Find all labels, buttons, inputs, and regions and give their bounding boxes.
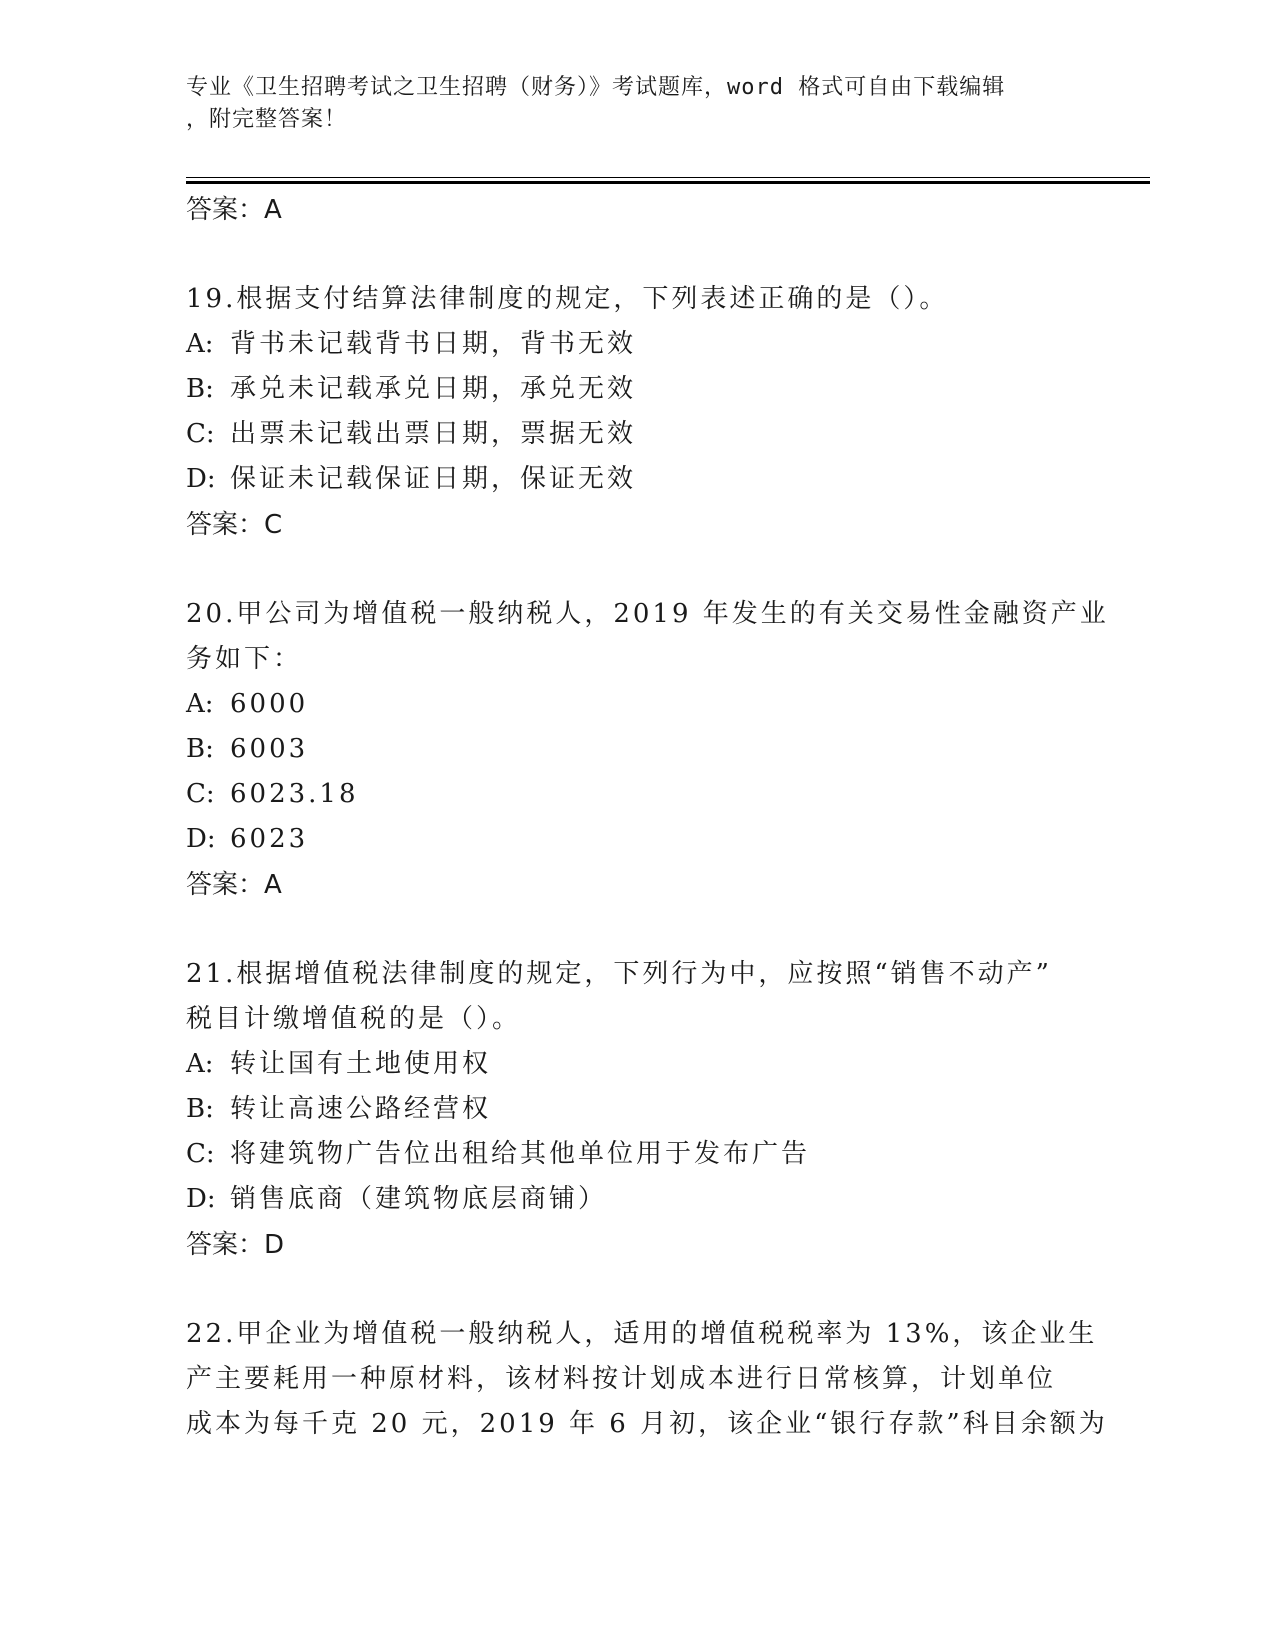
question-text: 务如下： — [186, 644, 303, 674]
option-label: D: — [186, 464, 216, 494]
question-block — [186, 277, 1086, 548]
header-line-2: ，附完整答案！ — [186, 107, 348, 132]
question-text: 20.甲公司为增值税一般纳税人，2019 年发生的有关交易性金融资产业 — [186, 599, 1109, 629]
option-label: C: — [186, 419, 215, 449]
document-header — [186, 72, 1086, 136]
option-label: B: — [186, 1094, 214, 1124]
option-label: A: — [186, 689, 214, 719]
question-text: 产主要耗用一种原材料，该材料按计划成本进行日常核算，计划单位 — [186, 1364, 1057, 1394]
option-label: D: — [186, 1184, 216, 1214]
header-rule-thick — [186, 181, 1150, 184]
option-c — [186, 1132, 1086, 1177]
option-text: 承兑未记载承兑日期，承兑无效 — [230, 374, 637, 404]
answer-line: 答案：A — [186, 870, 282, 900]
option-b — [186, 367, 1086, 412]
option-a — [186, 322, 1086, 367]
option-a — [186, 682, 1086, 727]
option-text: 转让国有土地使用权 — [230, 1049, 492, 1079]
question-block — [186, 1312, 1108, 1447]
option-text: 出票未记载出票日期，票据无效 — [230, 419, 637, 449]
option-text: 6023 — [230, 824, 309, 854]
question-text: 成本为每千克 20 元，2019 年 6 月初，该企业“银行存款”科目余额为 — [186, 1409, 1108, 1439]
option-d — [186, 1177, 1086, 1222]
option-b — [186, 1087, 1086, 1132]
option-label: C: — [186, 779, 215, 809]
question-text: 21.根据增值税法律制度的规定，下列行为中，应按照“销售不动产” — [186, 959, 1052, 989]
option-label: A: — [186, 1049, 214, 1079]
option-b — [186, 727, 1086, 772]
option-text: 6023.18 — [230, 779, 359, 809]
option-label: B: — [186, 374, 214, 404]
option-text: 6000 — [230, 689, 309, 719]
option-label: A: — [186, 329, 214, 359]
answer-line: 答案：A — [186, 195, 282, 225]
option-text: 6003 — [230, 734, 309, 764]
option-label: D: — [186, 824, 216, 854]
option-c — [186, 772, 1086, 817]
option-d — [186, 817, 1086, 862]
question-list — [186, 187, 1109, 1447]
option-text: 销售底商（建筑物底层商铺） — [230, 1184, 608, 1214]
option-d — [186, 457, 1086, 502]
option-text: 背书未记载背书日期，背书无效 — [230, 329, 637, 359]
question-text: 19.根据支付结算法律制度的规定，下列表述正确的是（）。 — [186, 284, 949, 314]
question-text: 22.甲企业为增值税一般纳税人，适用的增值税税率为 13%，该企业生 — [186, 1319, 1098, 1349]
question-block — [186, 952, 1086, 1268]
option-text: 将建筑物广告位出租给其他单位用于发布广告 — [230, 1139, 811, 1169]
option-label: B: — [186, 734, 214, 764]
header-rule-thin — [186, 177, 1150, 178]
option-a — [186, 1042, 1086, 1087]
option-text: 转让高速公路经营权 — [230, 1094, 492, 1124]
answer-line: 答案：D — [186, 1230, 285, 1260]
question-block — [186, 592, 1109, 908]
option-text: 保证未记载保证日期，保证无效 — [230, 464, 637, 494]
question-text: 税目计缴增值税的是（）。 — [186, 1004, 522, 1034]
header-line-1: 专业《卫生招聘考试之卫生招聘（财务）》考试题库，word 格式可自由下载编辑 — [186, 75, 1006, 100]
option-label: C: — [186, 1139, 215, 1169]
option-c — [186, 412, 1086, 457]
answer-line: 答案：C — [186, 510, 283, 540]
